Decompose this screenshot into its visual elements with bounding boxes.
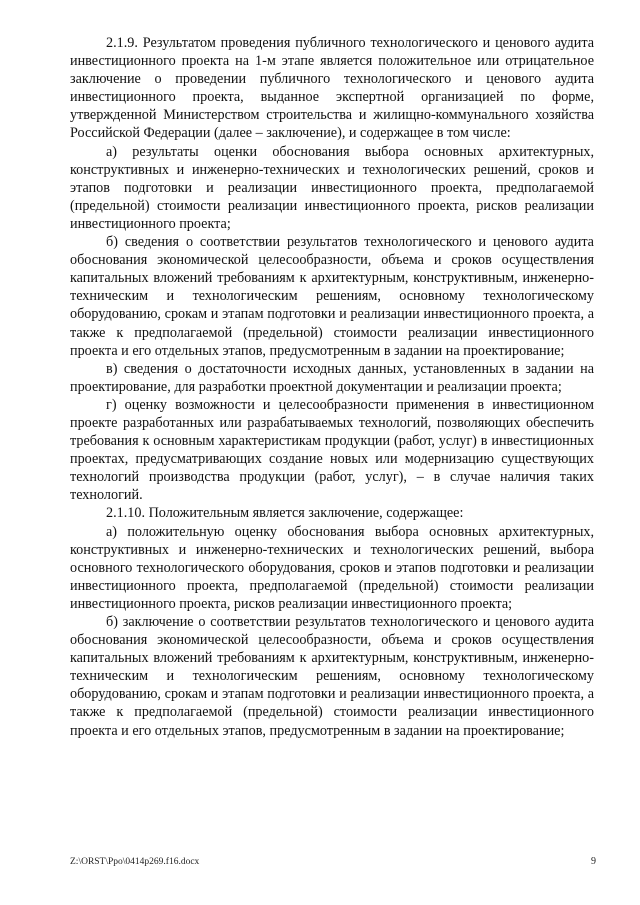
paragraph-item-v: в) сведения о достаточности исходных данных, установленных в задании на проектирование, для разработки проектной документации и реализации проекта; <box>70 360 594 395</box>
paragraph-2-1-10: 2.1.10. Положительным является заключение, содержащее: <box>106 505 464 522</box>
paragraph-2-1-10-item-a: а) положительную оценку обоснования выбора основных архитектурных, конструктивных и инженерно-технических и технологических решений, выбора основного технологического оборудования, сроков и этапов подготовки и реализации инвестиционного проекта, предполагаемой (предельной) стоимости реализации инвестиционного проекта, рисков реализации инвестиционного проекта; <box>70 523 594 612</box>
page-number: 9 <box>591 856 596 867</box>
footer-file-path: Z:\ORST\Ppo\0414p269.f16.docx <box>70 857 200 867</box>
paragraph-2-1-9: 2.1.9. Результатом проведения публичного технологического и ценового аудита инвестиционного проекта на 1-м этапе является положительное или отрицательное заключение о проведении публичного технологического и ценового аудита инвестиционного проекта, выданное экспертной организацией по форме, утвержденной Министерством строительства и жилищно-коммунального хозяйства Российской Федерации (далее – заключение), и содержащее в том числе: <box>70 35 594 142</box>
document-body <box>70 34 594 740</box>
paragraph-item-a: а) результаты оценки обоснования выбора основных архитектурных, конструктивных и инженерно-технических и технологических решений, сроков и этапов подготовки и реализации инвестиционного проекта, предполагаемой (предельной) стоимости реализации инвестиционного проекта, рисков реализации инвестиционного проекта; <box>70 143 594 232</box>
paragraph-item-b: б) сведения о соответствии результатов технологического и ценового аудита обоснования экономической целесообразности, объема и сроков осуществления капитальных вложений требованиям к архитектурным, конструктивным, инженерно-техническим и технологическим решениям, основному технологическому оборудованию, срокам и этапам подготовки и реализации инвестиционного проекта, а также к предполагаемой (предельной) стоимости реализации инвестиционного проекта и его отдельных этапов, предусмотренным в задании на проектирование; <box>70 234 594 359</box>
paragraph-2-1-10-item-b: б) заключение о соответствии результатов технологического и ценового аудита обоснования экономической целесообразности, объема и сроков осуществления капитальных вложений требованиям к архитектурным, конструктивным, инженерно-техническим и технологическим решениям, основному технологическому оборудованию, срокам и этапам подготовки и реализации инвестиционного проекта, а также к предполагаемой (предельной) стоимости реализации инвестиционного проекта и его отдельных этапов, предусмотренным в задании на проектирование; <box>70 614 594 739</box>
paragraph-item-g: г) оценку возможности и целесообразности применения в инвестиционном проекте разработанных или разрабатываемых технологий, позволяющих обеспечить требования к основным характеристикам продукции (работ, услуг) в инвестиционных проектах, предусматривающих создание новых или модернизацию существующих технологий производства продукции (работ, услуг), – в случае наличия таких технологий. <box>70 396 594 504</box>
